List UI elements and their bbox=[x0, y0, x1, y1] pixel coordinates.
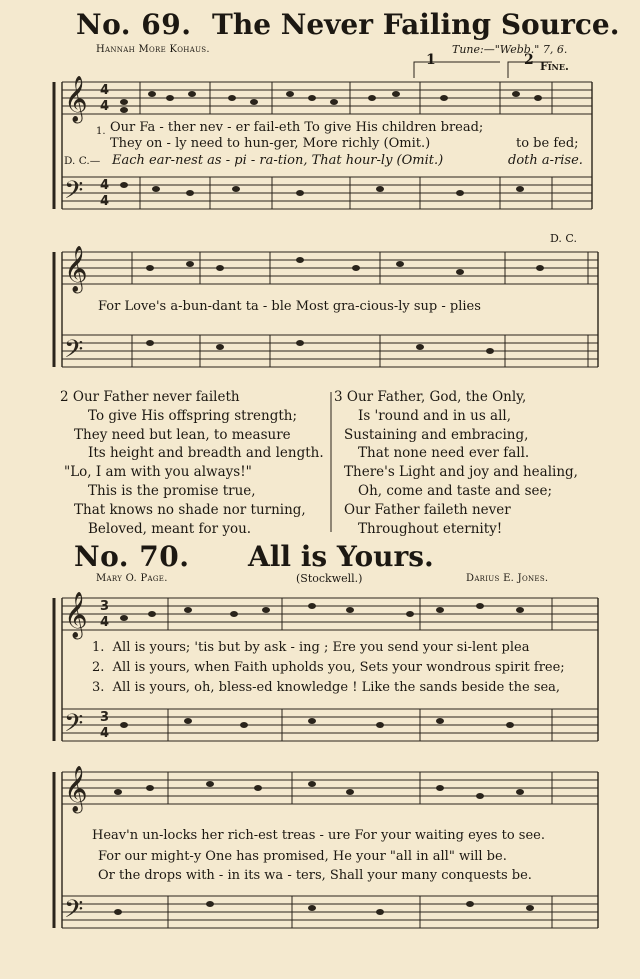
hymn-70-author: Mary O. Page. bbox=[96, 573, 168, 584]
svg-text:4: 4 bbox=[100, 178, 110, 193]
svg-text:3: 3 bbox=[100, 710, 110, 725]
dc-marker: D. C. bbox=[550, 232, 577, 245]
svg-text:4: 4 bbox=[100, 99, 110, 114]
hymn-70-verse-3-continued: Or the drops with - in its wa - ters, Shall your many conquests be. bbox=[98, 868, 532, 883]
svg-text:𝄢: 𝄢 bbox=[64, 176, 84, 211]
svg-text:4: 4 bbox=[100, 615, 110, 630]
verse-2-line-4: Its height and breadth and length. bbox=[88, 445, 324, 462]
hymn-69-number: No. 69. bbox=[76, 8, 192, 41]
verse-text: All is yours, when Faith upholds you, Sets your wondrous spirit free; bbox=[112, 660, 565, 675]
hymn-70-verse-2 bbox=[92, 660, 565, 675]
hymn-70-title: All is Yours. bbox=[248, 540, 434, 573]
hymn-69-lyric-line-2: They on - ly need to hun-ger, More richly (Omit.) bbox=[110, 136, 431, 151]
verse-number: 1. bbox=[92, 640, 105, 655]
svg-text:3: 3 bbox=[100, 599, 110, 614]
svg-text:𝄞: 𝄞 bbox=[64, 246, 88, 292]
verse-2-line-5: "Lo, I am with you always!" bbox=[64, 464, 252, 481]
fine-label: Fine. bbox=[540, 60, 569, 73]
hymn-69-title: The Never Failing Source. bbox=[212, 8, 620, 41]
verse-2-line-6: This is the promise true, bbox=[88, 482, 256, 499]
hymn-70-verse-1-continued: Heav'n un-locks her rich-est treas - ure For your waiting eyes to see. bbox=[92, 828, 545, 843]
svg-text:4: 4 bbox=[100, 83, 110, 98]
verse-2-line-3: They need but lean, to measure bbox=[74, 426, 291, 443]
hymn-69-verse-3 bbox=[334, 388, 578, 538]
verse-3-line-1: Our Father, God, the Only, bbox=[346, 389, 527, 405]
hymn-69-verse-2 bbox=[60, 388, 324, 538]
svg-text:4: 4 bbox=[100, 194, 110, 209]
verse-number: 2. bbox=[92, 660, 105, 675]
verse-2-line-8: Beloved, meant for you. bbox=[88, 520, 252, 537]
hymn-69-author: Hannah More Kohaus. bbox=[96, 44, 210, 55]
verse-text: All is yours, oh, bless-ed knowledge ! Like the sands beside the sea, bbox=[112, 680, 561, 695]
verse-3-number: 3 bbox=[334, 389, 343, 405]
hymn-69-lyric-line-3-end: doth a-rise. bbox=[508, 153, 583, 168]
hymn-70-tune: (Stockwell.) bbox=[296, 572, 363, 585]
svg-text:𝄞: 𝄞 bbox=[64, 592, 88, 638]
verse-3-line-6: Oh, come and taste and see; bbox=[358, 482, 553, 499]
svg-text:𝄞: 𝄞 bbox=[64, 76, 88, 122]
verse-number: 3. bbox=[92, 680, 105, 695]
verse-3-line-7: Our Father faileth never bbox=[344, 501, 511, 518]
verse-2-number: 2 bbox=[60, 389, 69, 405]
verse-2-line-1: Our Father never faileth bbox=[72, 389, 240, 405]
hymn-69-lyric-line-3: Each ear-nest as - pi - ra-tion, That hour-ly (Omit.) bbox=[112, 153, 444, 168]
hymn-69-verse-number: 1. bbox=[96, 126, 106, 137]
verse-3-line-5: There's Light and joy and healing, bbox=[344, 464, 578, 481]
hymn-69-lyric-line-4: For Love's a-bun-dant ta - ble Most gra-cious-ly sup - plies bbox=[98, 299, 481, 314]
hymn-70-verse-1 bbox=[92, 640, 529, 655]
hymn-70-number: No. 70. bbox=[74, 540, 190, 573]
verse-2-line-2: To give His offspring strength; bbox=[88, 407, 298, 424]
svg-text:𝄢: 𝄢 bbox=[64, 709, 84, 744]
verse-2-line-7: That knows no shade nor turning, bbox=[74, 501, 306, 518]
hymn-70-verse-3 bbox=[92, 680, 560, 695]
svg-text:𝄢: 𝄢 bbox=[64, 895, 84, 930]
hymn-69-lyric-line-1: Our Fa - ther nev - er fail-eth To give His children bread; bbox=[110, 120, 484, 135]
svg-text:4: 4 bbox=[100, 726, 110, 741]
hymn-70-verse-2-continued: For our might-y One has promised, He your "all in all" will be. bbox=[98, 849, 507, 864]
verse-3-line-8: Throughout eternity! bbox=[358, 520, 503, 537]
svg-text:𝄞: 𝄞 bbox=[64, 766, 88, 812]
verse-text: All is yours; 'tis but by ask - ing ; Ere you send your si-lent plea bbox=[112, 640, 530, 655]
hymn-70-composer: Darius E. Jones. bbox=[466, 573, 549, 584]
first-ending-label: 1 bbox=[426, 52, 436, 68]
hymn-69-lyric-line-2-end: to be fed; bbox=[516, 136, 579, 151]
hymn-69-dc-label: D. C.— bbox=[64, 155, 101, 167]
verse-3-line-4: That none need ever fall. bbox=[358, 445, 530, 462]
hymn-69-tune: Tune:—"Webb." 7, 6. bbox=[452, 43, 568, 56]
verse-3-line-2: Is 'round and in us all, bbox=[358, 407, 512, 424]
verse-3-line-3: Sustaining and embracing, bbox=[344, 426, 529, 443]
svg-text:𝄢: 𝄢 bbox=[64, 335, 84, 370]
second-ending-label: 2 bbox=[524, 52, 534, 68]
